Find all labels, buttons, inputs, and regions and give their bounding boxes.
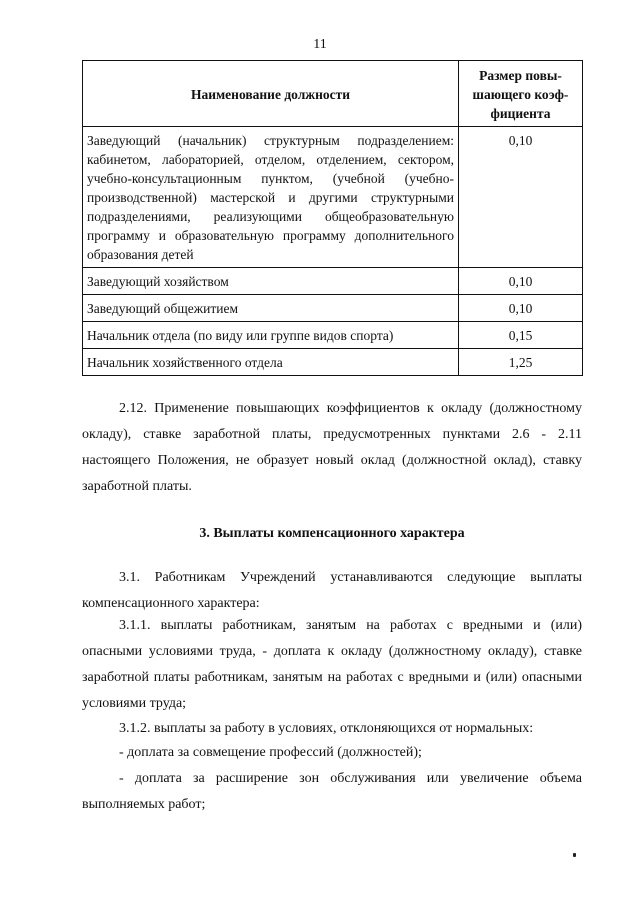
section-3-title: 3. Выплаты компенсационного характера xyxy=(199,526,465,541)
position-name-cell: Начальник отдела (по виду или группе видов спорта) xyxy=(83,322,459,349)
paragraph-3-1-1: 3.1.1. выплаты работникам, занятым на работах с вредными и (или) опасными условиями труда, - доплата к окладу (должностному окладу), ставке заработной платы работникам, занятым на работах с вредными и (или) опасными условиями труда; xyxy=(82,618,582,711)
position-name-cell: Заведующий хозяйством xyxy=(83,268,459,295)
position-name-cell: Заведующий общежитием xyxy=(83,295,459,322)
coefficient-cell: 0,10 xyxy=(459,295,583,322)
table-row xyxy=(83,268,583,295)
position-coefficient-table xyxy=(82,60,583,376)
table-header-row xyxy=(83,61,583,127)
header-position-name: Наименование должности xyxy=(83,61,459,127)
coefficient-cell: 0,10 xyxy=(459,268,583,295)
scan-mark xyxy=(573,853,576,857)
paragraph-3-1-2: 3.1.2. выплаты за работу в условиях, отклоняющихся от нормальных: xyxy=(119,721,534,736)
header-coefficient-size: Размер повы-шающего коэф-фициента xyxy=(459,61,583,127)
coefficient-cell: 1,25 xyxy=(459,349,583,376)
coefficient-cell: 0,15 xyxy=(459,322,583,349)
position-name-cell: Заведующий (начальник) структурным подразделением: кабинетом, лабораторией, отделом, отделением, сектором, учебно-консультационным пунктом, (учебной (учебно-производственной) мастерской и другими структурными подразделениями, реализующими общеобразовательную программу и образовательную программу дополнительного образования детей xyxy=(83,127,459,268)
paragraph-dash-2: - доплата за расширение зон обслуживания или увеличение объема выполняемых работ; xyxy=(82,771,582,812)
paragraph-dash-1: - доплата за совмещение профессий (должностей); xyxy=(119,745,422,760)
page-number: 11 xyxy=(313,37,327,52)
table-row xyxy=(83,322,583,349)
table-row xyxy=(83,127,583,268)
table-row xyxy=(83,295,583,322)
coefficient-cell: 0,10 xyxy=(459,127,583,268)
position-name-cell: Начальник хозяйственного отдела xyxy=(83,349,459,376)
table-row xyxy=(83,349,583,376)
paragraph-3-1: 3.1. Работникам Учреждений устанавливаются следующие выплаты компенсационного характера: xyxy=(82,570,582,611)
paragraph-2-12: 2.12. Применение повышающих коэффициентов к окладу (должностному окладу), ставке заработной платы, предусмотренных пунктами 2.6 - 2.11 настоящего Положения, не образует новый оклад (должностной оклад), ставку заработной платы. xyxy=(82,401,582,494)
